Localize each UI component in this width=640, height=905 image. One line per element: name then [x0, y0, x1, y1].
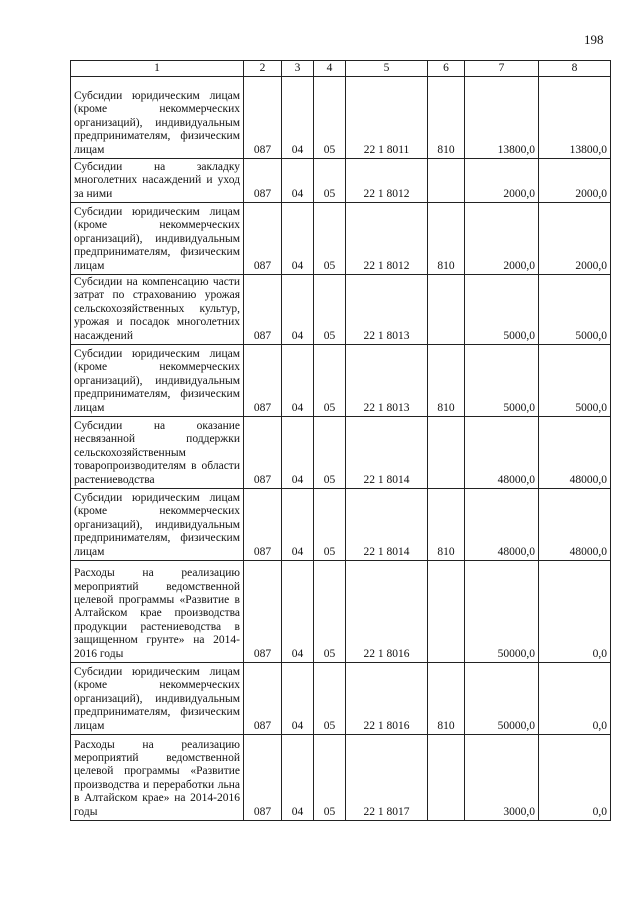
amount-cell: 0,0	[539, 735, 611, 821]
page-number: 198	[584, 32, 604, 47]
description-cell: Субсидии на закладку многолетних насаждений и уход за ними	[71, 159, 244, 203]
target-article-cell: 22 1 8012	[346, 203, 428, 275]
subsection-code-cell: 05	[314, 275, 346, 345]
section-code-cell: 04	[282, 489, 314, 561]
header-cell: 6	[428, 61, 465, 77]
amount-cell: 2000,0	[465, 203, 539, 275]
table-row	[71, 663, 611, 735]
description-cell: Субсидии на компенсацию части затрат по страхованию урожая сельскохозяйственных культур, урожая и посадок многолетних насаждений	[71, 275, 244, 345]
header-cell: 1	[71, 61, 244, 77]
section-code-cell: 04	[282, 663, 314, 735]
subsection-code-cell: 05	[314, 489, 346, 561]
section-code-cell: 04	[282, 77, 314, 159]
subsection-code-cell: 05	[314, 203, 346, 275]
section-code-cell: 04	[282, 203, 314, 275]
header-cell: 7	[465, 61, 539, 77]
table-row	[71, 345, 611, 417]
section-code-cell: 04	[282, 159, 314, 203]
description-cell: Субсидии юридическим лицам (кроме некоммерческих организаций), индивидуальным предпринимателям, физическим лицам	[71, 203, 244, 275]
ministry-code-cell: 087	[244, 561, 282, 663]
header-cell: 2	[244, 61, 282, 77]
expense-type-cell	[428, 561, 465, 663]
expense-type-cell	[428, 275, 465, 345]
budget-table	[70, 60, 611, 821]
description-cell: Субсидии юридическим лицам (кроме некоммерческих организаций), индивидуальным предпринимателям, физическим лицам	[71, 77, 244, 159]
ministry-code-cell: 087	[244, 663, 282, 735]
table-row	[71, 417, 611, 489]
expense-type-cell	[428, 159, 465, 203]
amount-cell: 5000,0	[539, 275, 611, 345]
table-row	[71, 561, 611, 663]
amount-cell: 2000,0	[465, 159, 539, 203]
header-cell: 3	[282, 61, 314, 77]
amount-cell: 50000,0	[465, 663, 539, 735]
section-code-cell: 04	[282, 417, 314, 489]
table-row	[71, 275, 611, 345]
subsection-code-cell: 05	[314, 159, 346, 203]
amount-cell: 5000,0	[539, 345, 611, 417]
section-code-cell: 04	[282, 561, 314, 663]
amount-cell: 3000,0	[465, 735, 539, 821]
description-cell: Субсидии на оказание несвязанной поддержки сельскохозяйственным товаропроизводителям в области растениеводства	[71, 417, 244, 489]
amount-cell: 0,0	[539, 561, 611, 663]
amount-cell: 5000,0	[465, 345, 539, 417]
target-article-cell: 22 1 8013	[346, 345, 428, 417]
target-article-cell: 22 1 8013	[346, 275, 428, 345]
amount-cell: 2000,0	[539, 159, 611, 203]
subsection-code-cell: 05	[314, 77, 346, 159]
subsection-code-cell: 05	[314, 345, 346, 417]
amount-cell: 48000,0	[539, 417, 611, 489]
header-cell: 8	[539, 61, 611, 77]
target-article-cell: 22 1 8012	[346, 159, 428, 203]
table-header-row	[71, 61, 611, 77]
table-row	[71, 77, 611, 159]
target-article-cell: 22 1 8014	[346, 417, 428, 489]
amount-cell: 5000,0	[465, 275, 539, 345]
amount-cell: 48000,0	[539, 489, 611, 561]
ministry-code-cell: 087	[244, 275, 282, 345]
ministry-code-cell: 087	[244, 489, 282, 561]
ministry-code-cell: 087	[244, 735, 282, 821]
amount-cell: 48000,0	[465, 417, 539, 489]
header-cell: 5	[346, 61, 428, 77]
expense-type-cell: 810	[428, 345, 465, 417]
target-article-cell: 22 1 8017	[346, 735, 428, 821]
amount-cell: 13800,0	[465, 77, 539, 159]
expense-type-cell: 810	[428, 203, 465, 275]
table-row	[71, 203, 611, 275]
subsection-code-cell: 05	[314, 735, 346, 821]
amount-cell: 0,0	[539, 663, 611, 735]
ministry-code-cell: 087	[244, 345, 282, 417]
amount-cell: 48000,0	[465, 489, 539, 561]
description-cell: Расходы на реализацию мероприятий ведомственной целевой программы «Развитие производства и переработки льна в Алтайском крае» на 2014-2016 годы	[71, 735, 244, 821]
amount-cell: 2000,0	[539, 203, 611, 275]
ministry-code-cell: 087	[244, 203, 282, 275]
target-article-cell: 22 1 8011	[346, 77, 428, 159]
section-code-cell: 04	[282, 345, 314, 417]
expense-type-cell: 810	[428, 77, 465, 159]
section-code-cell: 04	[282, 735, 314, 821]
description-cell: Субсидии юридическим лицам (кроме некоммерческих организаций), индивидуальным предпринимателям, физическим лицам	[71, 489, 244, 561]
header-cell: 4	[314, 61, 346, 77]
expense-type-cell	[428, 735, 465, 821]
expense-type-cell: 810	[428, 663, 465, 735]
amount-cell: 50000,0	[465, 561, 539, 663]
target-article-cell: 22 1 8016	[346, 561, 428, 663]
amount-cell: 13800,0	[539, 77, 611, 159]
section-code-cell: 04	[282, 275, 314, 345]
description-cell: Субсидии юридическим лицам (кроме некоммерческих организаций), индивидуальным предпринимателям, физическим лицам	[71, 345, 244, 417]
expense-type-cell	[428, 417, 465, 489]
table-row	[71, 159, 611, 203]
target-article-cell: 22 1 8016	[346, 663, 428, 735]
ministry-code-cell: 087	[244, 159, 282, 203]
ministry-code-cell: 087	[244, 77, 282, 159]
table-row	[71, 735, 611, 821]
subsection-code-cell: 05	[314, 561, 346, 663]
description-cell: Субсидии юридическим лицам (кроме некоммерческих организаций), индивидуальным предпринимателям, физическим лицам	[71, 663, 244, 735]
target-article-cell: 22 1 8014	[346, 489, 428, 561]
table-row	[71, 489, 611, 561]
description-cell: Расходы на реализацию мероприятий ведомственной целевой программы «Развитие в Алтайском крае производства продукции растениеводства в защищенном грунте» на 2014-2016 годы	[71, 561, 244, 663]
ministry-code-cell: 087	[244, 417, 282, 489]
subsection-code-cell: 05	[314, 417, 346, 489]
subsection-code-cell: 05	[314, 663, 346, 735]
expense-type-cell: 810	[428, 489, 465, 561]
